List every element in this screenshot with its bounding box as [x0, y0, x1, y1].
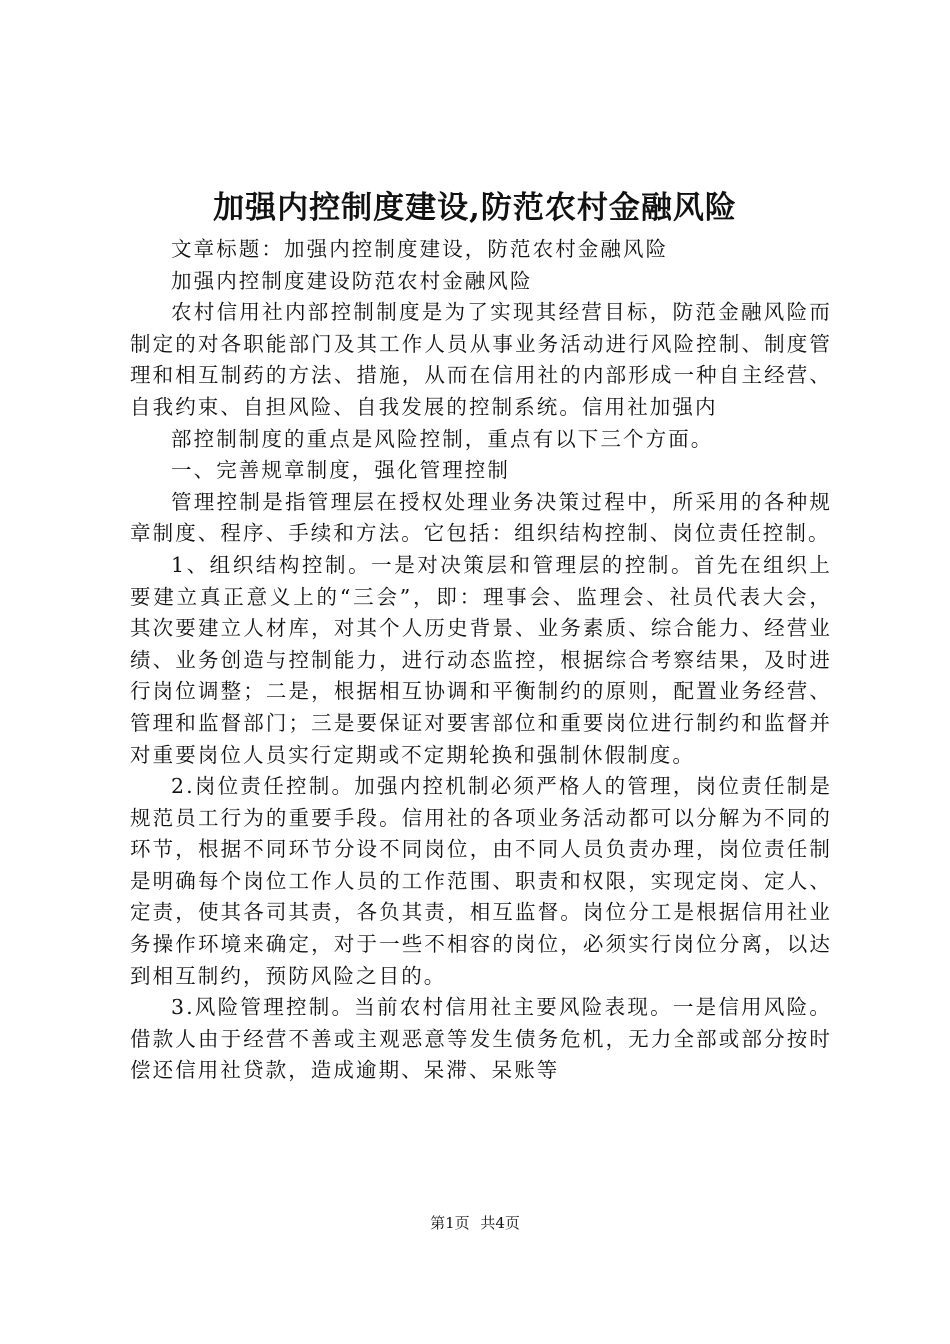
- paragraph-subtitle: 加强内控制度建设防范农村金融风险: [171, 268, 533, 293]
- page-number: 第1页: [430, 1214, 470, 1232]
- page-total: 共4页: [480, 1214, 520, 1232]
- paragraph-focus: 部控制制度的重点是风险控制，重点有以下三个方面。: [171, 426, 714, 451]
- paragraph-post-responsibility: 2.岗位责任控制。加强内控机制必须严格人的管理，岗位责任制是规范员工行为的重要手段。信用社的各项业务活动都可以分解为不同的环节，根据不同环节分设不同岗位，由不同人员负责办理，岗位责任制是明确每个岗位工作人员的工作范围、职责和权限，实现定岗、定人、定责，使其各司其责，各负其责，相互监督。岗位分工是根据信用社业务操作环境来确定，对于一些不相容的岗位，必须实行岗位分离，以达到相互制约，预防风险之目的。: [130, 774, 832, 988]
- document-body: [130, 234, 832, 1087]
- document-title: 加强内控制度建设,防范农村金融风险: [213, 190, 737, 226]
- paragraph-org-structure: 1、组织结构控制。一是对决策层和管理层的控制。首先在组织上要建立真正意义上的“三会”，即：理事会、监理会、社员代表大会，其次要建立人材库，对其个人历史背景、业务素质、综合能力、经营业绩、业务创造与控制能力，进行动态监控，根据综合考察结果，及时进行岗位调整；二是，根据相互协调和平衡制约的原则，配置业务经营、管理和监督部门；三是要保证对要害部位和重要岗位进行制约和监督并对重要岗位人员实行定期或不定期轮换和强制休假制度。: [130, 552, 832, 767]
- paragraph-management-control: 管理控制是指管理层在授权处理业务决策过程中，所采用的各种规章制度、程序、手续和方法。它包括：组织结构控制、岗位责任控制。: [130, 489, 832, 546]
- paragraph-intro: 农村信用社内部控制制度是为了实现其经营目标，防范金融风险而制定的对各职能部门及其工作人员从事业务活动进行风险控制、制度管理和相互制药的方法、措施，从而在信用社的内部形成一种自主经营、自我约束、自担风险、自我发展的控制系统。信用社加强内: [130, 300, 832, 419]
- page-footer: [0, 1213, 950, 1233]
- section-heading-1: 一、完善规章制度，强化管理控制: [171, 458, 510, 483]
- paragraph-article-title: 文章标题：加强内控制度建设，防范农村金融风险: [171, 237, 669, 261]
- paragraph-risk-management: 3.风险管理控制。当前农村信用社主要风险表现。一是信用风险。借款人由于经营不善或主观恶意等发生债务危机，无力全部或部分按时偿还信用社贷款，造成逾期、呆滞、呆账等: [130, 995, 832, 1083]
